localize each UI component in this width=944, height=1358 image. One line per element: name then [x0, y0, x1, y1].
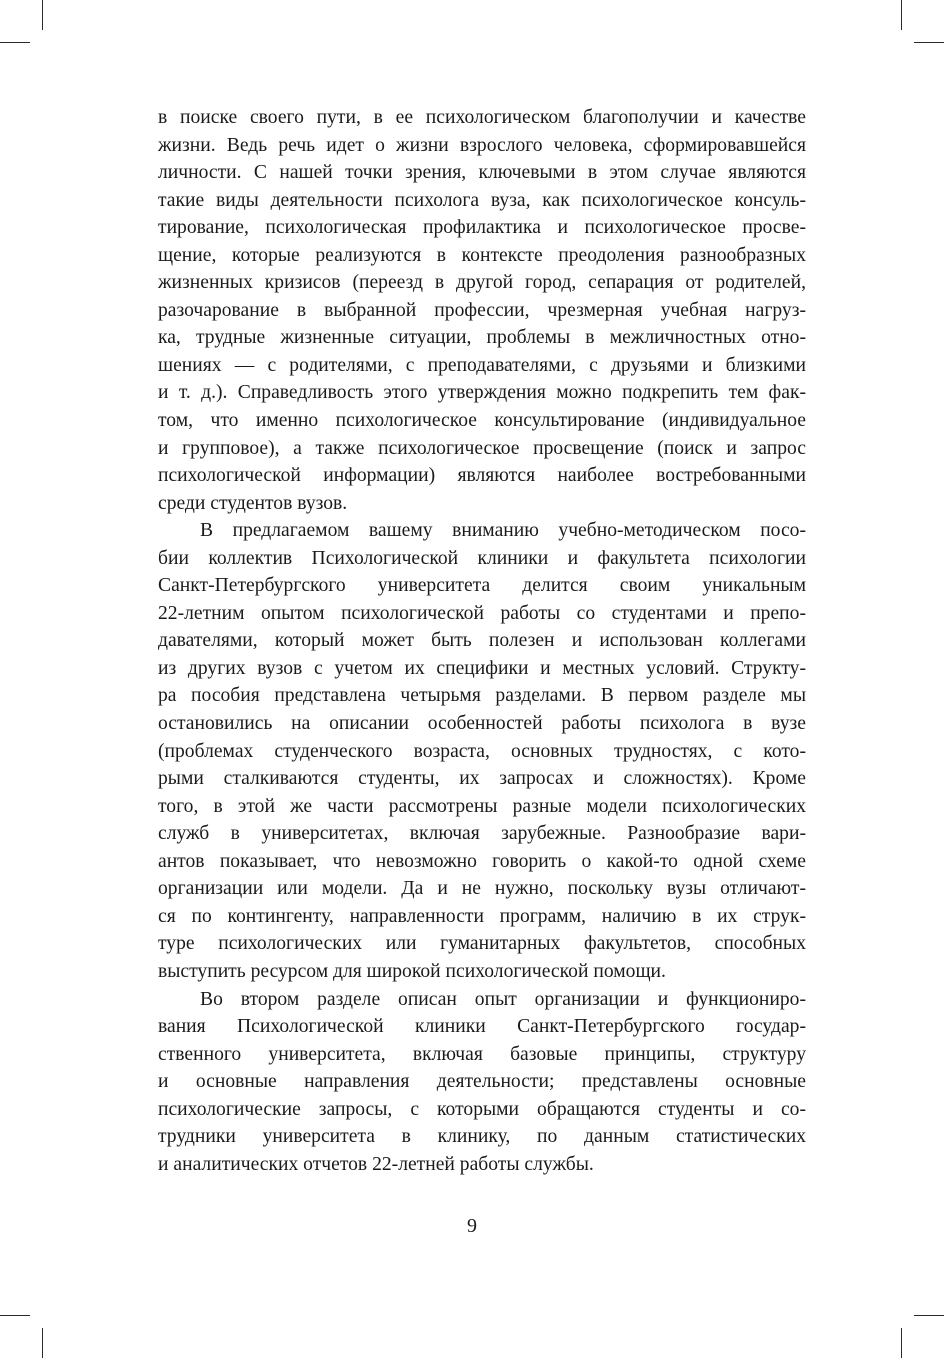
paragraph	[158, 517, 806, 985]
text-line: и основные направления деятельности; представлены основные	[158, 1071, 806, 1093]
crop-mark-bottom-left-vertical	[42, 1328, 43, 1358]
text-line: среди студентов вузов.	[158, 492, 348, 514]
crop-mark-top-right-vertical	[901, 0, 902, 30]
crop-mark-top-right-horizontal	[914, 42, 944, 43]
paragraph	[158, 104, 806, 517]
text-line: ственного университета, включая базовые принципы, структуру	[158, 1043, 806, 1065]
text-line: ся по контингенту, направленности программ, наличию в их струк-	[158, 905, 806, 927]
page-number: 9	[467, 1215, 477, 1237]
text-line: рыми сталкиваются студенты, их запросах и сложностях). Кроме	[158, 768, 806, 790]
text-line: жизни. Ведь речь идет о жизни взрослого человека, сформировавшейся	[158, 134, 806, 156]
crop-mark-bottom-right-vertical	[901, 1328, 902, 1358]
text-line: в поиске своего пути, в ее психологическом благополучии и качестве	[158, 107, 806, 128]
text-line: служб в университетах, включая зарубежные. Разнообразие вари-	[158, 823, 806, 845]
body-text	[158, 104, 806, 1178]
text-line: бии коллектив Психологической клиники и факультета психологии	[158, 547, 806, 569]
text-line: туре психологических или гуманитарных факультетов, способных	[158, 933, 806, 955]
text-line: организации или модели. Да и не нужно, поскольку вузы отличают-	[158, 878, 806, 900]
text-line: Во втором разделе описан опыт организации и функциониро-	[200, 988, 806, 1010]
text-line: психологические запросы, с которыми обращаются студенты и со-	[158, 1098, 806, 1120]
text-line: щение, которые реализуются в контексте преодоления разнообразных	[158, 244, 806, 266]
crop-mark-top-left-vertical	[42, 0, 43, 30]
text-line: Санкт-Петербургского университета делится своим уникальным	[158, 575, 806, 597]
text-line: (проблемах студенческого возраста, основных трудностях, с кото-	[158, 740, 806, 762]
text-line: тирование, психологическая профилактика и психологическое просве-	[158, 217, 806, 239]
text-line: давателями, который может быть полезен и использован коллегами	[158, 630, 806, 652]
text-line: том, что именно психологическое консультирование (индивидуальное	[158, 410, 806, 432]
text-line: В предлагаемом вашему вниманию учебно-методическом посо-	[200, 520, 806, 542]
text-line: остановились на описании особенностей работы психолога в вузе	[158, 713, 806, 735]
text-line: выступить ресурсом для широкой психологической помощи.	[158, 960, 666, 982]
crop-mark-top-left-horizontal	[0, 42, 30, 43]
text-line: шениях — с родителями, с преподавателями, с друзьями и близкими	[158, 354, 806, 376]
crop-mark-bottom-right-horizontal	[914, 1315, 944, 1316]
text-line: психологической информации) являются наиболее востребованными	[158, 465, 806, 487]
text-line: того, в этой же части рассмотрены разные модели психологических	[158, 795, 806, 817]
crop-mark-bottom-left-horizontal	[0, 1315, 30, 1316]
text-line: вания Психологической клиники Санкт-Петербургского государ-	[158, 1016, 806, 1038]
text-line: ка, трудные жизненные ситуации, проблемы в межличностных отно-	[158, 327, 806, 349]
text-line: личности. С нашей точки зрения, ключевыми в этом случае являются	[158, 162, 806, 184]
text-line: трудники университета в клинику, по данным статистических	[158, 1126, 806, 1148]
text-line: ра пособия представлена четырьмя разделами. В первом разделе мы	[158, 685, 806, 707]
paragraph	[158, 986, 806, 1179]
text-line: и т. д.). Справедливость этого утверждения можно подкрепить тем фак-	[158, 382, 806, 404]
text-line: из других вузов с учетом их специфики и местных условий. Структу-	[158, 657, 806, 679]
text-line: и групповое), а также психологическое просвещение (поиск и запрос	[158, 437, 806, 459]
text-line: жизненных кризисов (переезд в другой город, сепарация от родителей,	[158, 272, 806, 294]
text-line: и аналитических отчетов 22-летней работы службы.	[158, 1153, 594, 1175]
text-line: 22-летним опытом психологической работы со студентами и препо-	[158, 602, 806, 624]
text-line: такие виды деятельности психолога вуза, как психологическое консуль-	[158, 189, 806, 211]
text-line: антов показывает, что невозможно говорить о какой-то одной схеме	[158, 850, 806, 872]
text-line: разочарование в выбранной профессии, чрезмерная учебная нагруз-	[158, 299, 806, 321]
